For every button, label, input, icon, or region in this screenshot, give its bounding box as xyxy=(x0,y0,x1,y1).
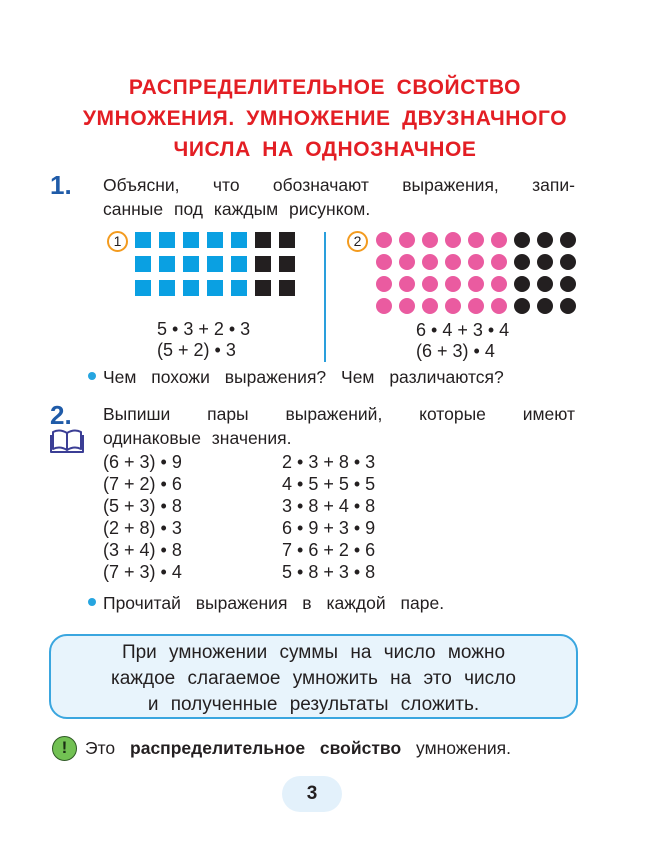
grid-circle xyxy=(376,298,392,314)
title-line: ЧИСЛА НА ОДНОЗНАЧНОЕ xyxy=(173,138,477,161)
grid-square xyxy=(183,256,199,272)
grid-circle xyxy=(445,232,461,248)
note-prefix: Это xyxy=(85,738,116,758)
expression-item: (7 + 2) • 6 xyxy=(103,474,182,494)
expression-item: 5 • 8 + 3 • 8 xyxy=(282,562,376,582)
grid-circle xyxy=(422,276,438,292)
grid-circle xyxy=(422,298,438,314)
task2-instruction: Прочитай выражения в каждой паре. xyxy=(103,593,445,613)
title-line: УМНОЖЕНИЯ. УМНОЖЕНИЕ ДВУЗНАЧНОГО xyxy=(82,107,568,130)
grid-square xyxy=(279,232,295,248)
grid-circle xyxy=(514,254,530,270)
grid-circle xyxy=(376,276,392,292)
rule-box xyxy=(49,634,578,719)
grid-circle xyxy=(537,232,553,248)
grid-circle xyxy=(514,276,530,292)
bullet-icon xyxy=(88,598,96,606)
grid-circle xyxy=(376,254,392,270)
book-icon xyxy=(50,428,84,454)
grid-circle xyxy=(399,276,415,292)
expression-item: (5 + 3) • 8 xyxy=(103,496,182,516)
exclamation-icon: ! xyxy=(52,736,77,761)
grid-circle xyxy=(399,254,415,270)
grid-circle xyxy=(445,276,461,292)
grid-square xyxy=(159,256,175,272)
expression-item: (3 + 4) • 8 xyxy=(103,540,182,560)
task1-text-line: санные под каждым рисунком. xyxy=(103,199,371,219)
page-number: 3 xyxy=(282,776,342,812)
grid-circle xyxy=(422,232,438,248)
grid-circle xyxy=(537,298,553,314)
grid-square xyxy=(135,256,151,272)
figure1-expression: (5 + 2) • 3 xyxy=(157,340,236,360)
expression-item: (2 + 8) • 3 xyxy=(103,518,182,538)
task2-text-line: Выпиши пары выражений, которые имеют xyxy=(103,404,575,424)
grid-square xyxy=(279,256,295,272)
grid-circle xyxy=(560,232,576,248)
grid-circle xyxy=(468,232,484,248)
figure2-expression: (6 + 3) • 4 xyxy=(416,341,495,361)
grid-circle xyxy=(560,254,576,270)
figure2-expression: 6 • 4 + 3 • 4 xyxy=(416,320,510,340)
figure-badge-2: 2 xyxy=(347,231,368,252)
note-bold-term: распределительное свойство xyxy=(130,738,402,758)
grid-circle xyxy=(491,232,507,248)
task2-text xyxy=(103,402,575,450)
expression-item: 7 • 6 + 2 • 6 xyxy=(282,540,376,560)
grid-square xyxy=(231,280,247,296)
grid-square xyxy=(255,280,271,296)
grid-circle xyxy=(560,276,576,292)
grid-circle xyxy=(491,276,507,292)
grid-circle xyxy=(422,254,438,270)
task1-text xyxy=(103,173,575,221)
grid-circle xyxy=(514,232,530,248)
task-number-2: 2. xyxy=(50,400,72,430)
grid-square xyxy=(159,280,175,296)
expression-item: (6 + 3) • 9 xyxy=(103,452,182,472)
grid-circle xyxy=(445,298,461,314)
grid-square xyxy=(231,232,247,248)
title-line: РАСПРЕДЕЛИТЕЛЬНОЕ СВОЙСТВО xyxy=(128,76,522,99)
grid-square xyxy=(207,232,223,248)
grid-square xyxy=(207,256,223,272)
page-title xyxy=(0,72,650,165)
expression-item: 4 • 5 + 5 • 5 xyxy=(282,474,376,494)
task-number-1: 1. xyxy=(50,170,72,200)
bullet-icon xyxy=(88,372,96,380)
task1-text-line: Объясни, что обозначают выражения, запи- xyxy=(103,175,575,195)
grid-circle xyxy=(399,298,415,314)
grid-square xyxy=(183,280,199,296)
grid-square xyxy=(255,232,271,248)
grid-circle xyxy=(491,254,507,270)
rule-line: и полученные результаты сложить. xyxy=(147,694,480,715)
rule-line: каждое слагаемое умножить на это число xyxy=(110,668,516,689)
expression-item: 6 • 9 + 3 • 9 xyxy=(282,518,376,538)
figure-divider xyxy=(324,232,326,362)
grid-circle xyxy=(468,298,484,314)
grid-circle xyxy=(514,298,530,314)
grid-square xyxy=(135,232,151,248)
grid-square xyxy=(207,280,223,296)
grid-circle xyxy=(491,298,507,314)
grid-square xyxy=(255,256,271,272)
expression-item: (7 + 3) • 4 xyxy=(103,562,182,582)
note-suffix: умножения. xyxy=(416,738,512,758)
grid-circle xyxy=(445,254,461,270)
grid-square xyxy=(231,256,247,272)
grid-circle xyxy=(376,232,392,248)
task2-text-line: одинаковые значения. xyxy=(103,428,292,448)
grid-circle xyxy=(560,298,576,314)
grid-circle xyxy=(399,232,415,248)
grid-circle xyxy=(468,254,484,270)
grid-circle xyxy=(537,254,553,270)
rule-line: При умножении суммы на число можно xyxy=(121,642,506,663)
grid-circle xyxy=(468,276,484,292)
figure-badge-1: 1 xyxy=(107,231,128,252)
figure1-expression: 5 • 3 + 2 • 3 xyxy=(157,319,251,339)
task1-question: Чем похожи выражения? Чем различаются? xyxy=(103,367,504,387)
grid-square xyxy=(135,280,151,296)
grid-square xyxy=(279,280,295,296)
grid-square xyxy=(183,232,199,248)
expression-item: 3 • 8 + 4 • 8 xyxy=(282,496,376,516)
grid-square xyxy=(159,232,175,248)
note-text xyxy=(85,737,511,759)
grid-circle xyxy=(537,276,553,292)
expression-item: 2 • 3 + 8 • 3 xyxy=(282,452,376,472)
